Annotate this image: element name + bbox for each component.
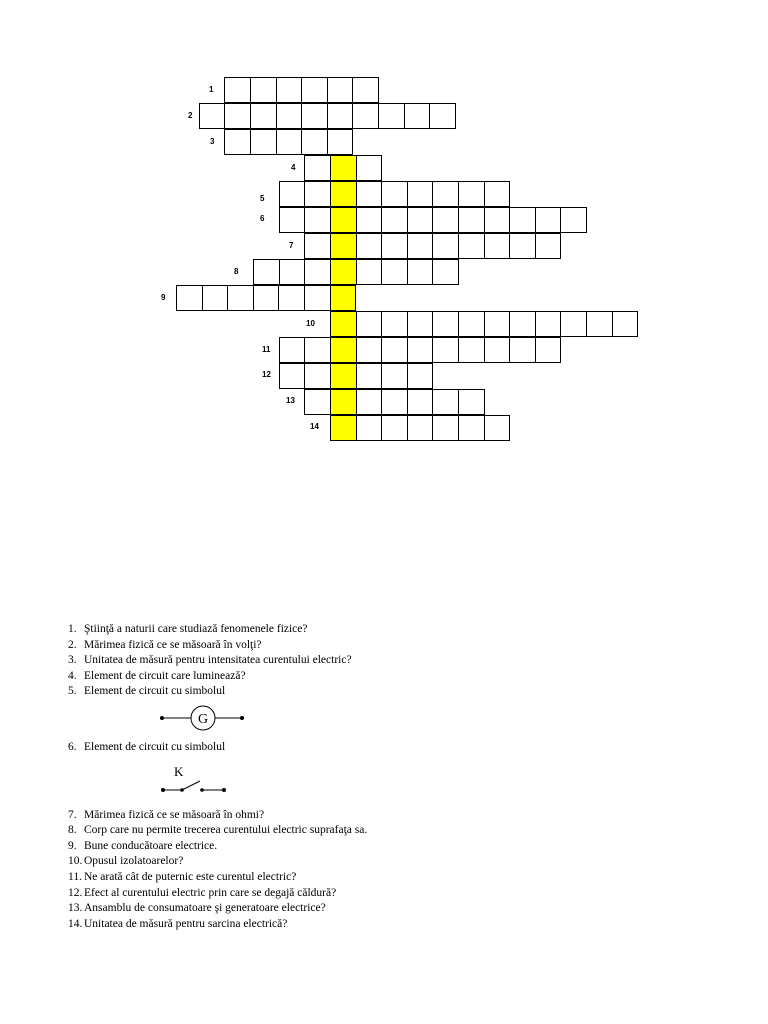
clue-text: Unitatea de măsură pentru sarcina electrică?: [84, 917, 288, 930]
clue-text: Mărimea fizică ce se măsoară în ohmi?: [84, 808, 265, 821]
crossword-cell[interactable]: [407, 415, 434, 441]
crossword-cell[interactable]: [612, 311, 639, 337]
crossword-cell-highlighted[interactable]: [330, 259, 357, 285]
clue-number-label: 8: [234, 267, 239, 276]
crossword-cell[interactable]: [484, 337, 511, 363]
crossword-cell[interactable]: [484, 207, 511, 233]
crossword-cell[interactable]: [404, 103, 431, 129]
clue-number: 13.: [68, 902, 83, 915]
clue-number-label: 11: [262, 345, 271, 354]
crossword-cell[interactable]: [509, 233, 536, 259]
crossword-cell[interactable]: [356, 311, 383, 337]
crossword-cell[interactable]: [304, 233, 331, 259]
clue-number-label: 14: [310, 422, 319, 431]
crossword-cell-highlighted[interactable]: [330, 181, 357, 207]
crossword-cell[interactable]: [327, 103, 354, 129]
clue-text: Ansamblu de consumatoare şi generatoare electrice?: [84, 902, 326, 915]
clue-item: [68, 917, 367, 933]
crossword-cell[interactable]: [356, 181, 383, 207]
crossword-grid: [0, 0, 768, 460]
clue-text: Opusul izolatoarelor?: [84, 855, 184, 868]
clue-number-label: 3: [210, 137, 215, 146]
crossword-cell[interactable]: [458, 389, 485, 415]
crossword-cell[interactable]: [484, 415, 511, 441]
clue-number-label: 2: [188, 111, 193, 120]
crossword-cell[interactable]: [484, 181, 511, 207]
crossword-cell[interactable]: [279, 259, 306, 285]
crossword-cell[interactable]: [301, 103, 328, 129]
crossword-cell[interactable]: [432, 259, 459, 285]
crossword-cell-highlighted[interactable]: [330, 389, 357, 415]
crossword-cell[interactable]: [224, 77, 251, 103]
crossword-cell[interactable]: [352, 103, 379, 129]
crossword-cell[interactable]: [304, 337, 331, 363]
crossword-cell[interactable]: [407, 363, 434, 389]
crossword-cell[interactable]: [381, 181, 408, 207]
clue-number-label: 12: [262, 370, 271, 379]
crossword-cell[interactable]: [535, 207, 562, 233]
clue-number: 4.: [68, 669, 77, 682]
generator-symbol: [68, 700, 367, 740]
clue-number-label: 5: [260, 194, 265, 203]
crossword-cell[interactable]: [432, 207, 459, 233]
crossword-cell[interactable]: [378, 103, 405, 129]
crossword-cell[interactable]: [304, 285, 331, 311]
crossword-cell[interactable]: [304, 181, 331, 207]
crossword-cell[interactable]: [356, 155, 383, 181]
switch-symbol: [68, 756, 367, 808]
crossword-cell[interactable]: [381, 415, 408, 441]
crossword-cell[interactable]: [458, 415, 485, 441]
clue-item: [68, 622, 367, 638]
clue-number-label: 9: [161, 293, 166, 302]
clue-item: [68, 901, 367, 917]
crossword-cell[interactable]: [327, 77, 354, 103]
crossword-cell-highlighted[interactable]: [330, 363, 357, 389]
clue-item: [68, 684, 367, 700]
crossword-cell-highlighted[interactable]: [330, 337, 357, 363]
crossword-cell-highlighted[interactable]: [330, 207, 357, 233]
crossword-cell[interactable]: [250, 77, 277, 103]
crossword-cell[interactable]: [279, 181, 306, 207]
crossword-cell[interactable]: [432, 337, 459, 363]
crossword-cell[interactable]: [407, 337, 434, 363]
crossword-cell[interactable]: [432, 233, 459, 259]
crossword-cell[interactable]: [509, 311, 536, 337]
clue-item: [68, 808, 367, 824]
crossword-cell[interactable]: [407, 311, 434, 337]
clue-item: [68, 669, 367, 685]
crossword-cell[interactable]: [356, 389, 383, 415]
crossword-cell[interactable]: [356, 363, 383, 389]
crossword-cell[interactable]: [253, 259, 280, 285]
crossword-cell[interactable]: [304, 389, 331, 415]
clue-text: Element de circuit cu simbolul: [84, 685, 226, 698]
crossword-cell[interactable]: [304, 363, 331, 389]
crossword-cell[interactable]: [407, 259, 434, 285]
crossword-cell[interactable]: [560, 207, 587, 233]
crossword-cell[interactable]: [276, 103, 303, 129]
crossword-cell[interactable]: [278, 285, 305, 311]
crossword-cell[interactable]: [458, 311, 485, 337]
crossword-cell[interactable]: [356, 233, 383, 259]
clue-number-label: 10: [306, 319, 315, 328]
crossword-cell-highlighted[interactable]: [330, 311, 357, 337]
crossword-cell[interactable]: [407, 233, 434, 259]
crossword-cell[interactable]: [199, 103, 226, 129]
clue-number: 14.: [68, 917, 83, 930]
crossword-cell-highlighted[interactable]: [330, 155, 357, 181]
clue-number: 1.: [68, 623, 77, 635]
clue-text: Bune conducătoare electrice.: [84, 839, 218, 852]
crossword-cell[interactable]: [356, 337, 383, 363]
crossword-cell[interactable]: [253, 285, 280, 311]
crossword-cell[interactable]: [381, 233, 408, 259]
crossword-cell[interactable]: [535, 311, 562, 337]
crossword-cell[interactable]: [279, 363, 306, 389]
clue-item: [68, 653, 367, 669]
crossword-cell[interactable]: [586, 311, 613, 337]
clue-item: [68, 854, 367, 870]
crossword-cell[interactable]: [279, 207, 306, 233]
clue-number: 6.: [68, 740, 77, 753]
crossword-cell[interactable]: [250, 129, 277, 155]
clue-number: 5.: [68, 685, 77, 698]
crossword-cell[interactable]: [356, 207, 383, 233]
crossword-cell[interactable]: [458, 181, 485, 207]
crossword-cell[interactable]: [458, 233, 485, 259]
generator-label: G: [197, 711, 209, 727]
crossword-cell[interactable]: [381, 311, 408, 337]
crossword-cell[interactable]: [381, 363, 408, 389]
crossword-cell[interactable]: [381, 207, 408, 233]
clue-number: 7.: [68, 808, 77, 821]
crossword-cell[interactable]: [202, 285, 229, 311]
clue-text: Ştiinţă a naturii care studiază fenomenele fizice?: [84, 623, 308, 635]
switch-label: K: [174, 763, 184, 779]
clue-number-label: 7: [289, 241, 294, 250]
crossword-cell[interactable]: [407, 181, 434, 207]
clue-number-label: 1: [209, 85, 214, 94]
crossword-cell[interactable]: [356, 415, 383, 441]
clue-text: Efect al curentului electric prin care se degajă căldură?: [84, 886, 337, 899]
clue-item: [68, 823, 367, 839]
clue-text: Unitatea de măsură pentru intensitatea curentului electric?: [84, 654, 352, 667]
crossword-cell-highlighted[interactable]: [330, 233, 357, 259]
clue-text: Element de circuit cu simbolul: [84, 740, 226, 753]
crossword-cell[interactable]: [352, 77, 379, 103]
crossword-cell[interactable]: [432, 389, 459, 415]
crossword-cell[interactable]: [509, 207, 536, 233]
clue-text: Element de circuit care luminează?: [84, 669, 246, 682]
clue-item: [68, 839, 367, 855]
crossword-cell[interactable]: [276, 129, 303, 155]
crossword-cell[interactable]: [381, 389, 408, 415]
crossword-cell[interactable]: [301, 77, 328, 103]
crossword-cell[interactable]: [327, 129, 354, 155]
clue-item: [68, 740, 367, 756]
crossword-cell[interactable]: [301, 129, 328, 155]
crossword-cell[interactable]: [304, 259, 331, 285]
clue-number: 8.: [68, 824, 77, 837]
crossword-cell[interactable]: [458, 337, 485, 363]
clue-text: Mărimea fizică ce se măsoară în volţi?: [84, 638, 262, 651]
clue-number: 11.: [68, 870, 82, 883]
clue-text: Ne arată cât de puternic este curentul electric?: [84, 870, 297, 883]
crossword-cell[interactable]: [432, 415, 459, 441]
crossword-cell[interactable]: [407, 207, 434, 233]
clue-number-label: 6: [260, 214, 265, 223]
crossword-cell[interactable]: [535, 233, 562, 259]
crossword-cell[interactable]: [381, 337, 408, 363]
crossword-cell[interactable]: [484, 311, 511, 337]
clue-item: [68, 638, 367, 654]
crossword-cell[interactable]: [432, 311, 459, 337]
crossword-cell-highlighted[interactable]: [330, 415, 357, 441]
crossword-cell-highlighted[interactable]: [330, 285, 357, 311]
crossword-cell[interactable]: [432, 181, 459, 207]
crossword-cell[interactable]: [304, 207, 331, 233]
clue-list: [68, 622, 367, 932]
crossword-cell[interactable]: [279, 337, 306, 363]
crossword-cell[interactable]: [224, 103, 251, 129]
clue-item: [68, 886, 367, 902]
clue-number-label: 13: [286, 396, 295, 405]
crossword-cell[interactable]: [304, 155, 331, 181]
clue-number: 2.: [68, 638, 77, 651]
clue-number: 3.: [68, 654, 77, 667]
crossword-cell[interactable]: [227, 285, 254, 311]
crossword-cell[interactable]: [276, 77, 303, 103]
crossword-cell[interactable]: [250, 103, 277, 129]
crossword-cell[interactable]: [458, 207, 485, 233]
clue-number: 12.: [68, 886, 83, 899]
crossword-cell[interactable]: [560, 311, 587, 337]
crossword-cell[interactable]: [509, 337, 536, 363]
clue-number: 10.: [68, 855, 83, 868]
crossword-cell[interactable]: [356, 259, 383, 285]
crossword-cell[interactable]: [176, 285, 203, 311]
crossword-cell[interactable]: [381, 259, 408, 285]
clue-item: [68, 870, 367, 886]
crossword-cell[interactable]: [407, 389, 434, 415]
crossword-cell[interactable]: [484, 233, 511, 259]
clue-number-label: 4: [291, 163, 296, 172]
crossword-cell[interactable]: [535, 337, 562, 363]
crossword-cell[interactable]: [224, 129, 251, 155]
crossword-cell[interactable]: [429, 103, 456, 129]
clue-text: Corp care nu permite trecerea curentului electric suprafaţa sa.: [84, 824, 368, 837]
clue-number: 9.: [68, 839, 77, 852]
